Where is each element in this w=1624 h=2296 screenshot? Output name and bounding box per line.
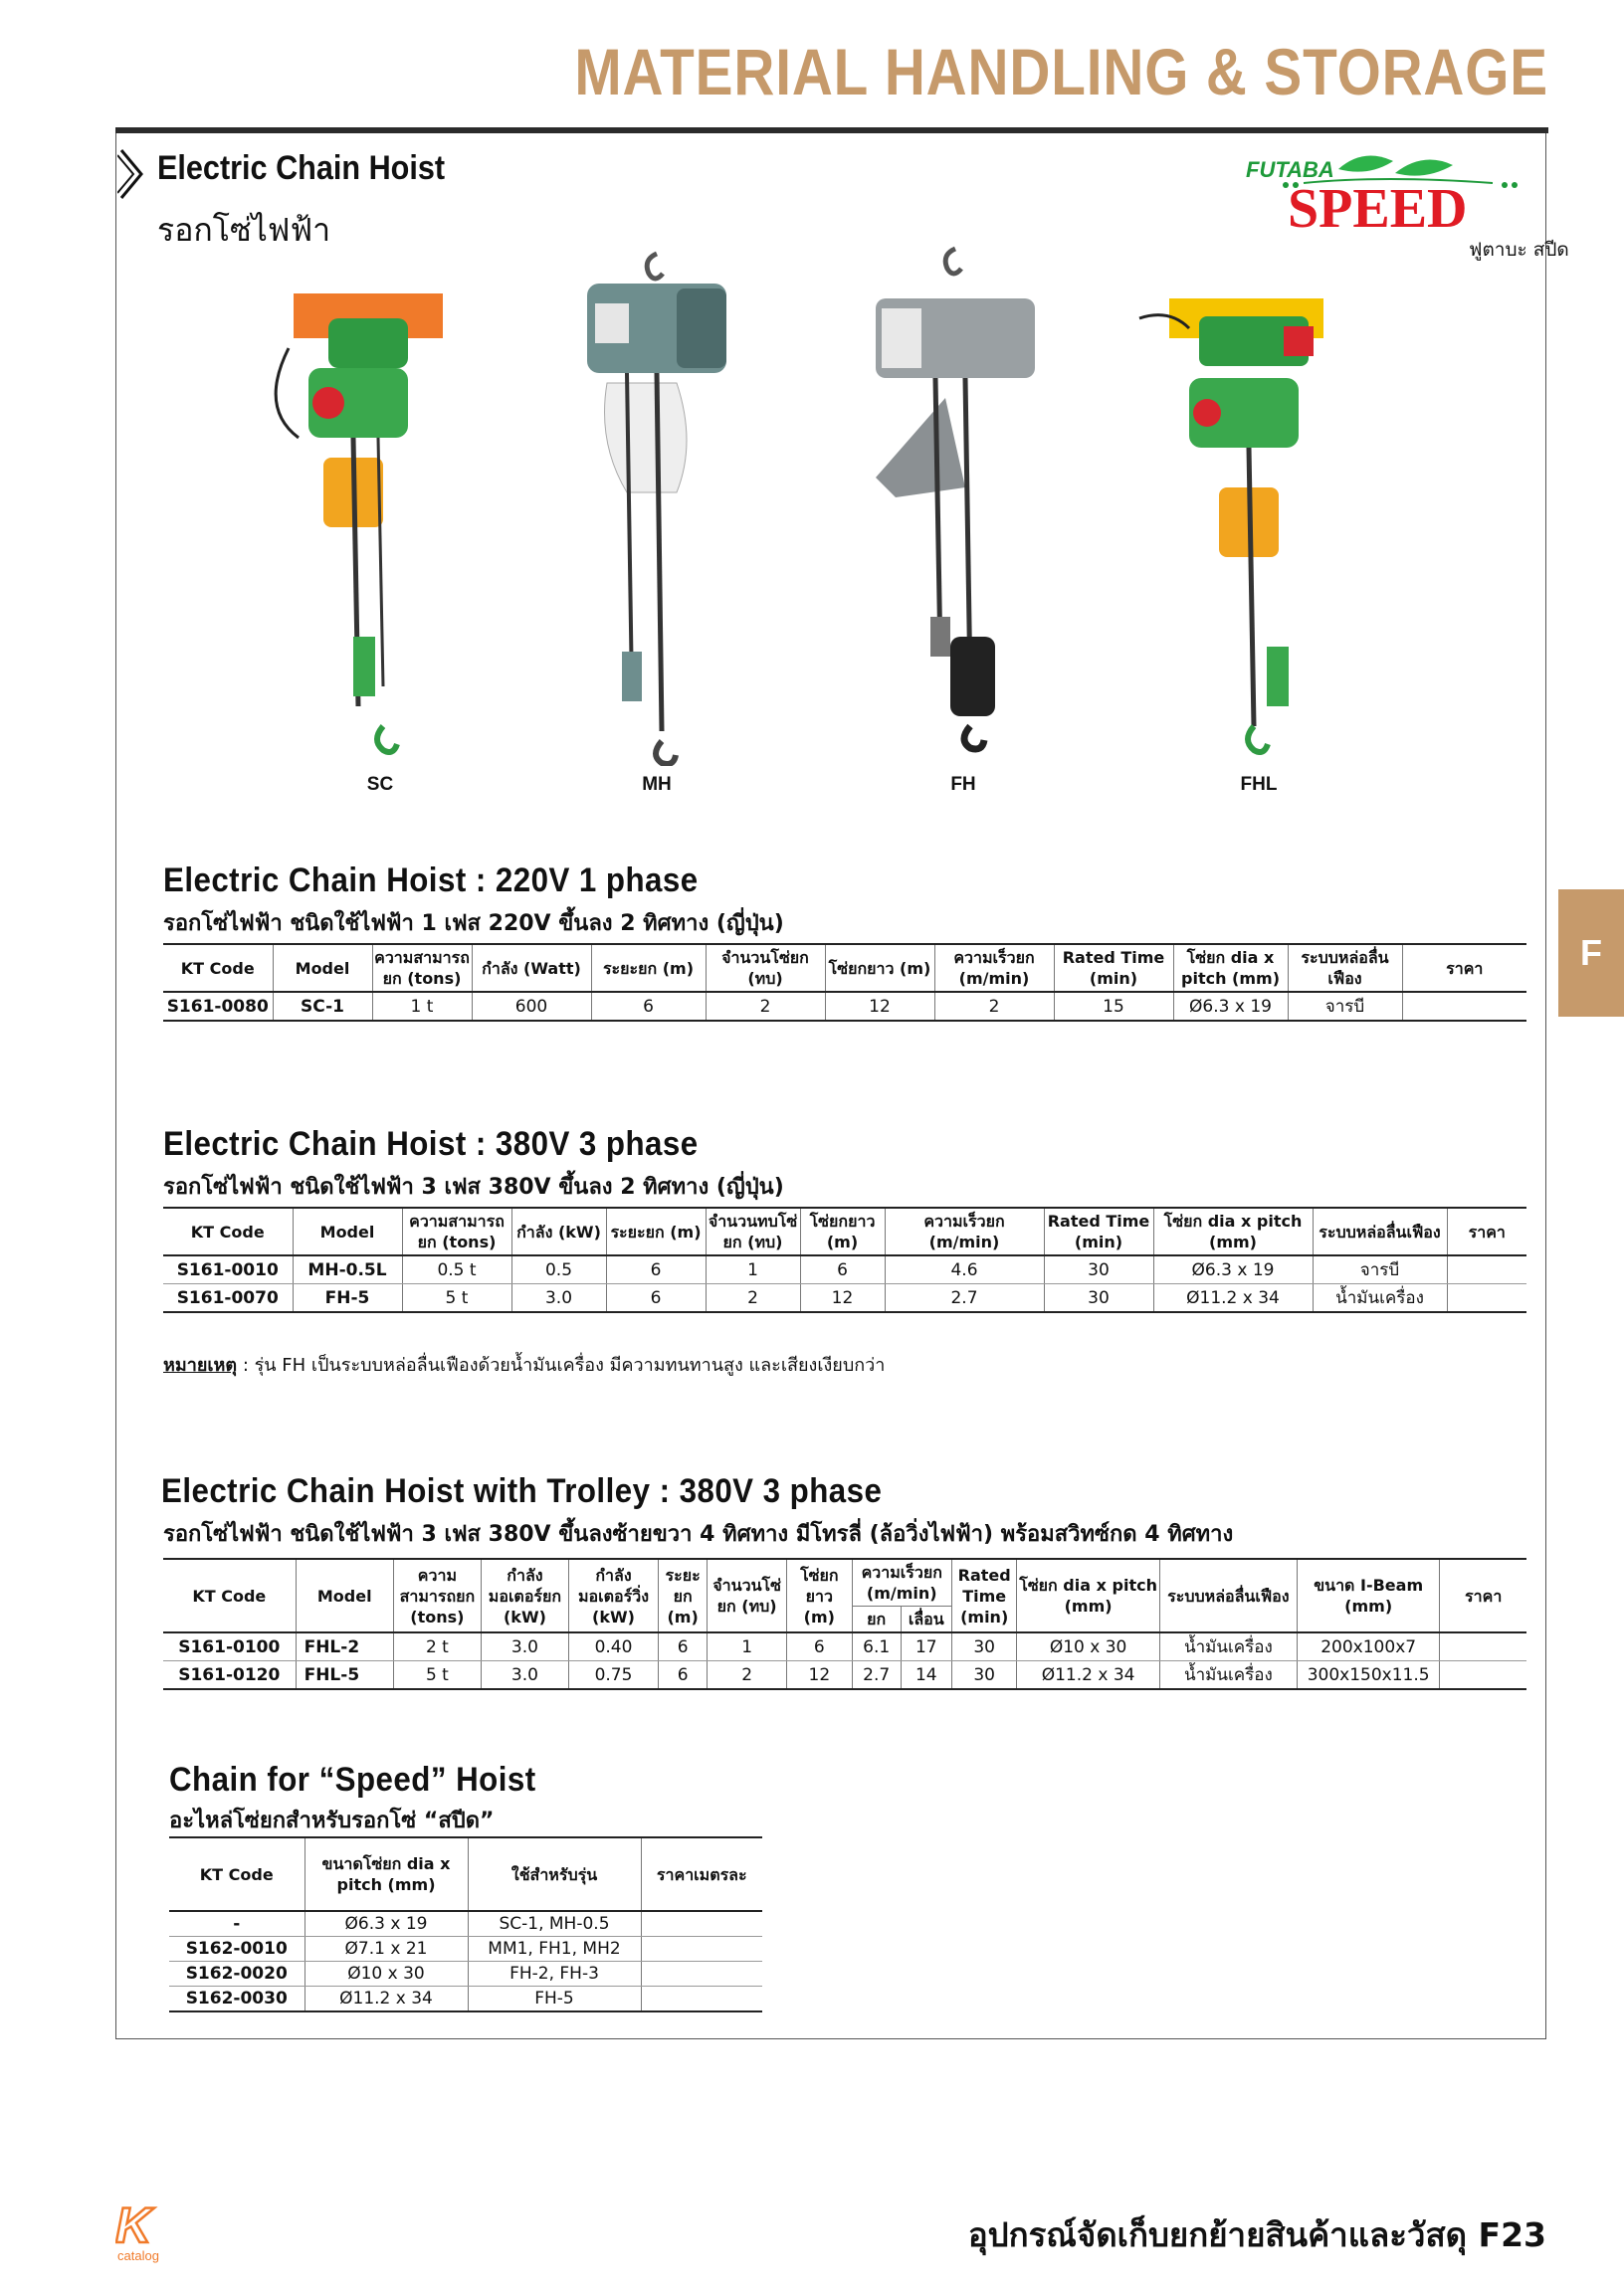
cell: Ø7.1 x 21 [304, 1937, 468, 1962]
cell: 17 [901, 1632, 951, 1661]
logo-subtitle: ฟูตาบะ สปีด [1469, 239, 1569, 261]
th-kt-code: KT Code [163, 1559, 296, 1632]
cell: FH-5 [293, 1284, 402, 1313]
table-row [163, 1661, 1526, 1690]
page-footer: อุปกรณ์จัดเก็บยกย้ายสินค้าและวัสดุ F23 [967, 2215, 1546, 2254]
product-label-sc: SC [366, 774, 394, 795]
table1-specs [163, 943, 1526, 1022]
cell: 6.1 [852, 1632, 901, 1661]
cell: S162-0020 [169, 1962, 304, 1987]
cell: 6 [606, 1284, 706, 1313]
cell: 200x100x7 [1297, 1632, 1439, 1661]
cell [641, 1911, 762, 1937]
cell: 0.40 [568, 1632, 658, 1661]
cell: 30 [1044, 1284, 1153, 1313]
table-row [163, 992, 1526, 1021]
th-capacity: ความสามารถยก (tons) [402, 1208, 511, 1255]
cell [641, 1962, 762, 1987]
cell: MH-0.5L [293, 1255, 402, 1284]
th-model: Model [273, 944, 372, 992]
section-title-thai: รอกโซ่ไฟฟ้า [157, 211, 331, 249]
th-chain-falls: จำนวนโซ่ยก (ทบ) [708, 1559, 787, 1632]
product-label-fh: FH [950, 774, 976, 795]
th-chain-length: โซ่ยกยาว (m) [800, 1208, 885, 1255]
cell: 15 [1054, 992, 1173, 1021]
table2-note [163, 1350, 885, 1379]
cell: น้ำมันเครื่อง [1159, 1661, 1297, 1690]
th-price: ราคา [1440, 1559, 1526, 1632]
cell: 5 t [393, 1661, 481, 1690]
cell: 12 [787, 1661, 853, 1690]
cell: Ø6.3 x 19 [1153, 1255, 1313, 1284]
th-model: Model [293, 1208, 402, 1255]
cell: 12 [825, 992, 934, 1021]
cell: จารบี [1288, 992, 1402, 1021]
logo-letter: K [115, 2200, 152, 2253]
note-label: หมายเหตุ [163, 1355, 238, 1376]
cell: Ø6.3 x 19 [304, 1911, 468, 1937]
th-rated-time: Rated Time (min) [1054, 944, 1173, 992]
th-lubrication: ระบบหล่อลื่นเฟือง [1159, 1559, 1297, 1632]
cell: 0.5 [511, 1255, 606, 1284]
th-ibeam-size: ขนาด I-Beam (mm) [1297, 1559, 1439, 1632]
th-chain-size: โซ่ยก dia x pitch (mm) [1017, 1559, 1159, 1632]
th-capacity: ความสามารถยก (tons) [372, 944, 472, 992]
th-kt-code: KT Code [169, 1837, 304, 1911]
cell: 3.0 [481, 1661, 568, 1690]
th-chain-falls: จำนวนโซ่ยก (ทบ) [706, 944, 825, 992]
hoist-mh-image [557, 244, 746, 766]
cell: 2.7 [885, 1284, 1044, 1313]
cell: S161-0100 [163, 1632, 296, 1661]
cell: 2 [706, 992, 825, 1021]
table2-subtitle: รอกโซ่ไฟฟ้า ชนิดใช้ไฟฟ้า 3 เฟส 380V ขึ้นลง 2 ทิศทาง (ญี่ปุ่น) [163, 1175, 784, 1200]
th-chain-falls: จำนวนทบโซ่ยก (ทบ) [706, 1208, 800, 1255]
cell: S161-0010 [163, 1255, 293, 1284]
page-title: MATERIAL HANDLING & STORAGE [574, 35, 1548, 108]
table-row [169, 1937, 762, 1962]
cell: 2.7 [852, 1661, 901, 1690]
cell [1440, 1632, 1526, 1661]
th-lift-height: ระยะยก (m) [659, 1559, 708, 1632]
th-lubrication: ระบบหล่อลื่นเฟือง [1313, 1208, 1447, 1255]
cell: 3.0 [511, 1284, 606, 1313]
cell: 12 [800, 1284, 885, 1313]
table-row [169, 1911, 762, 1937]
th-lift-speed: ความเร็วยก (m/min) [934, 944, 1054, 992]
cell: S162-0030 [169, 1987, 304, 2012]
cell [641, 1987, 762, 2012]
cell: 6 [787, 1632, 853, 1661]
th-chain-length: โซ่ยกยาว (m) [825, 944, 934, 992]
logo-brand: SPEED [1288, 178, 1468, 240]
cell: 2 t [393, 1632, 481, 1661]
th-model: Model [296, 1559, 393, 1632]
table4-chains [169, 1836, 762, 2012]
cell: FHL-5 [296, 1661, 393, 1690]
cell: Ø6.3 x 19 [1173, 992, 1288, 1021]
th-price-per-meter: ราคาเมตรละ [641, 1837, 762, 1911]
cell: Ø10 x 30 [304, 1962, 468, 1987]
th-rated-time: Rated Time (min) [951, 1559, 1017, 1632]
cell: 5 t [402, 1284, 511, 1313]
table1-title: Electric Chain Hoist : 220V 1 phase [163, 861, 699, 899]
table-row [163, 1284, 1526, 1313]
cell: 6 [659, 1632, 708, 1661]
cell: S162-0010 [169, 1937, 304, 1962]
hoist-sc-image [259, 288, 448, 766]
table4-subtitle: อะไหล่โซ่ยกสำหรับรอกโซ่ “สปีด” [169, 1809, 495, 1833]
cell [1440, 1661, 1526, 1690]
cell: 3.0 [481, 1632, 568, 1661]
th-travel-motor-power: กำลังมอเตอร์วิ่ง (kW) [568, 1559, 658, 1632]
cell: จารบี [1313, 1255, 1447, 1284]
table-row [163, 1255, 1526, 1284]
cell: S161-0070 [163, 1284, 293, 1313]
hoist-fhl-image [1110, 288, 1328, 766]
section-tab[interactable]: F [1558, 889, 1624, 1017]
cell: 300x150x11.5 [1297, 1661, 1439, 1690]
cell: 1 [708, 1632, 787, 1661]
table-row [163, 1632, 1526, 1661]
cell: 6 [591, 992, 706, 1021]
cell [641, 1937, 762, 1962]
cell: น้ำมันเครื่อง [1313, 1284, 1447, 1313]
k-catalog-logo [115, 2200, 185, 2264]
cell [1402, 992, 1526, 1021]
table4-title: Chain for “Speed” Hoist [169, 1761, 536, 1799]
cell: 1 [706, 1255, 800, 1284]
cell: 30 [951, 1632, 1017, 1661]
table2-specs [163, 1207, 1526, 1313]
cell: FH-2, FH-3 [468, 1962, 641, 1987]
product-label-fhl: FHL [1240, 774, 1278, 795]
cell: Ø11.2 x 34 [1017, 1661, 1159, 1690]
note-text: : รุ่น FH เป็นระบบหล่อลื่นเฟืองด้วยน้ำมันเครื่อง มีความทนทานสูง และเสียงเงียบกว่า [237, 1355, 886, 1376]
cell: S161-0120 [163, 1661, 296, 1690]
table3-specs [163, 1558, 1526, 1690]
cell: 0.5 t [402, 1255, 511, 1284]
cell: SC-1 [273, 992, 372, 1021]
th-speed-travel: เลื่อน [901, 1607, 951, 1633]
table-row [169, 1987, 762, 2012]
hoist-fh-image [856, 239, 1045, 766]
cell: น้ำมันเครื่อง [1159, 1632, 1297, 1661]
th-speed-lift: ยก [852, 1607, 901, 1633]
cell: Ø11.2 x 34 [304, 1987, 468, 2012]
cell: MM1, FH1, MH2 [468, 1937, 641, 1962]
cell: 1 t [372, 992, 472, 1021]
th-lift-height: ระยะยก (m) [591, 944, 706, 992]
cell: 0.75 [568, 1661, 658, 1690]
cell: Ø10 x 30 [1017, 1632, 1159, 1661]
cell: 4.6 [885, 1255, 1044, 1284]
table2-title: Electric Chain Hoist : 380V 3 phase [163, 1125, 699, 1163]
cell: 2 [934, 992, 1054, 1021]
cell: 6 [800, 1255, 885, 1284]
th-price: ราคา [1447, 1208, 1526, 1255]
th-kt-code: KT Code [163, 1208, 293, 1255]
cell: 600 [472, 992, 591, 1021]
cell: 30 [951, 1661, 1017, 1690]
th-power: กำลัง (Watt) [472, 944, 591, 992]
th-kt-code: KT Code [163, 944, 273, 992]
th-lift-height: ระยะยก (m) [606, 1208, 706, 1255]
cell: FHL-2 [296, 1632, 393, 1661]
cell: - [169, 1911, 304, 1937]
product-label-mh: MH [642, 774, 672, 795]
th-lift-speed: ความเร็วยก (m/min) [885, 1208, 1044, 1255]
cell [1447, 1255, 1526, 1284]
cell: 2 [706, 1284, 800, 1313]
cell [1447, 1284, 1526, 1313]
cell: 30 [1044, 1255, 1153, 1284]
th-rated-time: Rated Time (min) [1044, 1208, 1153, 1255]
cell: 2 [708, 1661, 787, 1690]
logo-brand-small: FUTABA [1246, 157, 1334, 182]
cell: 6 [659, 1661, 708, 1690]
th-chain-length: โซ่ยกยาว (m) [787, 1559, 853, 1632]
cell: Ø11.2 x 34 [1153, 1284, 1313, 1313]
table1-subtitle: รอกโซ่ไฟฟ้า ชนิดใช้ไฟฟ้า 1 เฟส 220V ขึ้นลง 2 ทิศทาง (ญี่ปุ่น) [163, 911, 784, 936]
th-speed: ความเร็วยก (m/min) [852, 1559, 951, 1607]
cell: FH-5 [468, 1987, 641, 2012]
cell: 6 [606, 1255, 706, 1284]
th-compatible-models: ใช้สำหรับรุ่น [468, 1837, 641, 1911]
cell: S161-0080 [163, 992, 273, 1021]
th-chain-size: โซ่ยก dia x pitch (mm) [1153, 1208, 1313, 1255]
logo-text: catalog [117, 2248, 159, 2263]
th-price: ราคา [1402, 944, 1526, 992]
table3-subtitle: รอกโซ่ไฟฟ้า ชนิดใช้ไฟฟ้า 3 เฟส 380V ขึ้นลงซ้ายขวา 4 ทิศทาง มีโทรลี่ (ล้อวิ่งไฟฟ้า) พร้อมสวิทซ์กด 4 ทิศทาง [163, 1522, 1234, 1547]
table3-title: Electric Chain Hoist with Trolley : 380V 3 phase [161, 1472, 883, 1510]
cell: SC-1, MH-0.5 [468, 1911, 641, 1937]
th-lift-motor-power: กำลังมอเตอร์ยก (kW) [481, 1559, 568, 1632]
th-capacity: ความสามารถยก (tons) [393, 1559, 481, 1632]
th-lubrication: ระบบหล่อลื่นเฟือง [1288, 944, 1402, 992]
table-row [169, 1962, 762, 1987]
th-chain-size: โซ่ยก dia x pitch (mm) [1173, 944, 1288, 992]
th-power: กำลัง (kW) [511, 1208, 606, 1255]
cell: 14 [901, 1661, 951, 1690]
chevron-right-icon [117, 147, 147, 201]
th-chain-size: ขนาดโซ่ยก dia x pitch (mm) [304, 1837, 468, 1911]
section-title: Electric Chain Hoist [157, 149, 446, 187]
